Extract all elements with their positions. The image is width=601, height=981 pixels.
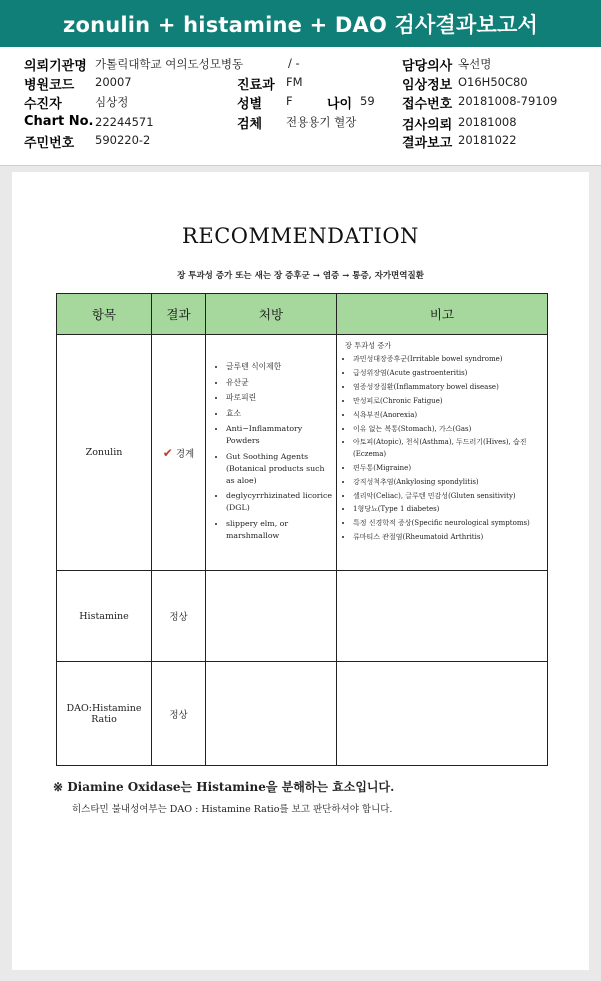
note-histamine — [337, 571, 548, 662]
doctor-value: 옥선명 — [458, 57, 492, 71]
rx-item: • Anti−Inflammatory Powders — [226, 423, 332, 447]
note-item: • 류마티스 관절염(Rheumatoid Arthritis) — [353, 532, 543, 543]
age-label: 나이 — [327, 97, 353, 112]
id-value: 590220-2 — [95, 133, 151, 147]
rx-item: • slippery elm, or marshmallow — [226, 518, 332, 542]
request-value: 20181008 — [458, 115, 517, 129]
result-zonulin — [152, 335, 206, 571]
hospital-label: 의뢰기관명 — [24, 59, 87, 74]
code-label: 병원코드 — [24, 78, 75, 93]
note-item: • 특정 신경학적 증상(Specific neurological symptoms) — [353, 518, 543, 529]
note-dao-ratio — [337, 662, 548, 766]
request-label: 검사의뢰 — [402, 118, 453, 133]
rx-item: • 효소 — [226, 408, 332, 420]
note-item: • 만성피로(Chronic Fatigue) — [353, 396, 543, 407]
rx-item: • 글루텐 식이제한 — [226, 361, 332, 373]
patient-value: 심상정 — [95, 95, 129, 109]
item-dao-ratio: DAO:Histamine Ratio — [57, 662, 152, 766]
rx-item: • Gut Soothing Agents (Botanical products such as aloe) — [226, 451, 332, 487]
dept-value: FM — [286, 75, 303, 89]
chart-value: 22244571 — [95, 115, 154, 129]
note-item: • 강직성척추염(Ankylosing spondylitis) — [353, 477, 543, 488]
rx-item: • deglycyrrhizinated licorice (DGL) — [226, 490, 332, 514]
header-note: 비고 — [337, 294, 548, 335]
header-result: 결과 — [152, 294, 206, 335]
table-row — [57, 335, 548, 571]
recommendation-title: RECOMMENDATION — [182, 224, 419, 248]
sex-value: F — [286, 94, 293, 108]
recommendation-table — [56, 293, 548, 766]
footnote-line1: ※ Diamine Oxidase는 Histamine을 분해하는 효소입니다. — [53, 780, 395, 794]
note-item: • 셀리악(Celiac), 글루텐 민감성(Gluten sensitivity) — [353, 491, 543, 502]
patient-info-panel — [0, 47, 601, 166]
footnote-line2: 히스타민 불내성여부는 DAO : Histamine Ratio를 보고 판단하셔야 합니다. — [72, 804, 393, 815]
report-title: zonulin + histamine + DAO 검사결과보고서 — [0, 0, 601, 47]
result-histamine: 정상 — [152, 571, 206, 662]
note-item: • 식욕부진(Anorexia) — [353, 410, 543, 421]
code-value: 20007 — [95, 75, 132, 89]
prescription-dao-ratio — [206, 662, 337, 766]
doctor-label: 담당의사 — [402, 59, 453, 74]
checkmark-icon: ✔ — [162, 445, 173, 460]
prescription-zonulin — [206, 335, 337, 571]
note-item: • 이유 없는 복통(Stomach), 가스(Gas) — [353, 424, 543, 435]
sex-label: 성별 — [237, 97, 263, 112]
specimen-label: 검체 — [237, 117, 263, 132]
result-zonulin-text: 경계 — [175, 448, 195, 460]
dept-label: 진료과 — [237, 78, 275, 93]
header-prescription: 처방 — [206, 294, 337, 335]
clinical-value: O16H50C80 — [458, 75, 528, 89]
note-heading: 장 투과성 증가 — [345, 341, 392, 350]
rx-item: • 유산균 — [226, 377, 332, 389]
specimen-value: 전용용기 혈장 — [286, 115, 357, 129]
item-zonulin: Zonulin — [57, 335, 152, 571]
receipt-label: 접수번호 — [402, 97, 453, 112]
hospital-value: 가톨릭대학교 여의도성모병동 — [95, 57, 244, 71]
note-item: • 아토피(Atopic), 천식(Asthma), 두드러기(Hives), 습진(Eczema) — [353, 437, 543, 460]
note-item: • 1형당뇨(Type 1 diabetes) — [353, 504, 543, 515]
id-label: 주민번호 — [24, 136, 75, 151]
note-item: • 과민성대장증후군(Irritable bowel syndrome) — [353, 354, 543, 365]
report-sheet — [12, 172, 589, 970]
note-item: • 염증성장질환(Inflammatory bowel disease) — [353, 382, 543, 393]
age-value: 59 — [360, 94, 375, 108]
report-value: 20181022 — [458, 133, 517, 147]
note-item: • 급성위장염(Acute gastroenteritis) — [353, 368, 543, 379]
note-item: • 편두통(Migraine) — [353, 463, 543, 474]
patient-label: 수진자 — [24, 97, 62, 112]
result-dao-ratio: 정상 — [152, 662, 206, 766]
ward-value: / - — [288, 56, 300, 70]
report-label: 결과보고 — [402, 136, 453, 151]
prescription-histamine — [206, 571, 337, 662]
recommendation-subtitle: 장 투과성 증가 또는 새는 장 증후군 → 염증 → 통증, 자가면역질환 — [177, 271, 424, 281]
table-row — [57, 662, 548, 766]
header-item: 항목 — [57, 294, 152, 335]
clinical-label: 임상정보 — [402, 78, 453, 93]
note-zonulin — [337, 335, 548, 571]
rx-item: • 파로피린 — [226, 392, 332, 404]
receipt-value: 20181008-79109 — [458, 94, 558, 108]
chart-label: Chart No. — [24, 114, 94, 129]
table-row — [57, 571, 548, 662]
table-header-row — [57, 294, 548, 335]
item-histamine: Histamine — [57, 571, 152, 662]
